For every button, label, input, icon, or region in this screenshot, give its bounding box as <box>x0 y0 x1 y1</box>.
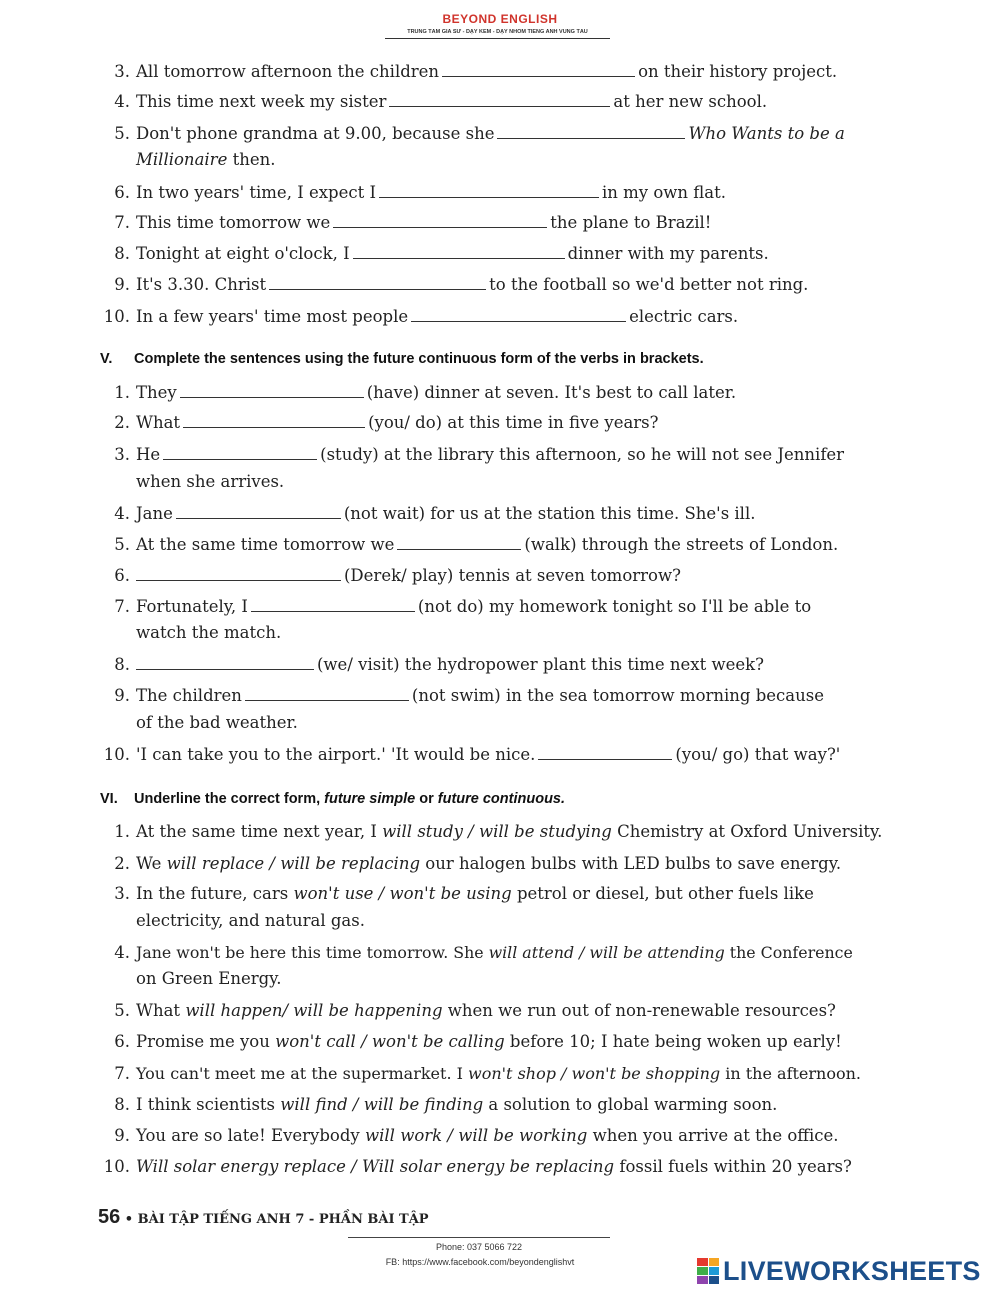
answer-blank[interactable] <box>333 211 547 228</box>
list-item-continuation: Millionaire then. <box>136 150 276 169</box>
option-choice[interactable]: will find / will be finding <box>280 1095 484 1114</box>
answer-blank[interactable] <box>136 653 314 670</box>
section-heading: V. Complete the sentences using the future continuous form of the verbs in brackets. <box>100 351 704 367</box>
header-subtitle: TRUNG TÂM GIA SƯ - DẠY KÈM - DẠY NHÓM TIẾNG ANH VŨNG TÀU <box>385 29 610 39</box>
item-text: This time next week my sister <box>136 92 387 111</box>
option-choice[interactable]: won't use / won't be using <box>293 884 512 903</box>
option-choice[interactable]: will study / will be studying <box>382 822 612 841</box>
item-number: 6. <box>114 183 130 202</box>
item-number: 4. <box>114 92 130 111</box>
answer-blank[interactable] <box>251 595 415 612</box>
footer-title <box>98 1206 429 1229</box>
bullet: • <box>124 1212 134 1227</box>
item-text-italic: Who Wants to be a <box>688 124 845 143</box>
footer-facebook: FB: https://www.facebook.com/beyondenglishvt <box>385 1257 575 1267</box>
item-text: to the football so we'd better not ring. <box>489 275 809 294</box>
list-item-continuation: when she arrives. <box>136 472 285 491</box>
item-number: 5. <box>114 124 130 143</box>
book-title: BÀI TẬP TIẾNG ANH 7 - PHẦN BÀI TẬP <box>137 1212 429 1227</box>
option-choice[interactable]: will happen/ will be happening <box>185 1001 443 1020</box>
footer-phone: Phone: 037 5066 722 <box>435 1242 523 1252</box>
item-text: This time tomorrow we <box>136 213 331 232</box>
list-item-continuation: electricity, and natural gas. <box>136 911 365 930</box>
item-text: dinner with my parents. <box>567 244 769 263</box>
section-heading: VI. Underline the correct form, future simple or future continuous. <box>100 791 566 807</box>
answer-blank[interactable] <box>269 273 486 290</box>
option-choice[interactable]: will replace / will be replacing <box>166 854 421 873</box>
list-item-continuation: of the bad weather. <box>136 713 298 732</box>
item-number: 10. <box>103 307 130 326</box>
item-number: 8. <box>114 244 130 263</box>
answer-blank[interactable] <box>245 684 409 701</box>
item-text: at her new school. <box>613 92 768 111</box>
answer-blank[interactable] <box>136 564 341 581</box>
item-text: It's 3.30. Christ <box>136 275 267 294</box>
footer-divider <box>348 1237 610 1238</box>
option-choice[interactable]: won't shop / won't be shopping <box>468 1064 721 1083</box>
item-text: in my own flat. <box>601 183 726 202</box>
item-text: Tonight at eight o'clock, I <box>136 244 350 263</box>
answer-blank[interactable] <box>379 181 599 198</box>
list-item-continuation: watch the match. <box>136 623 282 642</box>
item-number: 9. <box>114 275 130 294</box>
item-text: In two years' time, I expect I <box>136 183 376 202</box>
option-choice[interactable]: will work / will be working <box>365 1126 588 1145</box>
item-text: In a few years' time most people <box>136 307 409 326</box>
answer-blank[interactable] <box>163 443 317 460</box>
answer-blank[interactable] <box>183 411 365 428</box>
answer-blank[interactable] <box>389 90 610 107</box>
liveworksheets-logo[interactable] <box>697 1255 981 1287</box>
option-choice[interactable]: won't call / won't be calling <box>275 1032 505 1051</box>
item-text: the plane to Brazil! <box>550 213 712 232</box>
header-brand: BEYOND ENGLISH <box>442 12 558 26</box>
item-number: 7. <box>114 213 130 232</box>
liveworksheets-icon <box>697 1258 719 1284</box>
answer-blank[interactable] <box>397 533 521 550</box>
item-number: 3. <box>114 62 130 81</box>
item-text: All tomorrow afternoon the children <box>136 62 440 81</box>
answer-blank[interactable] <box>176 502 341 519</box>
answer-blank[interactable] <box>497 122 685 139</box>
page-number: 56 <box>98 1206 121 1228</box>
item-text: on their history project. <box>638 62 838 81</box>
option-choice[interactable]: will attend / will be attending <box>488 943 725 962</box>
option-choice[interactable]: Will solar energy replace / Will solar energy be replacing <box>136 1157 615 1176</box>
answer-blank[interactable] <box>538 743 672 760</box>
answer-blank[interactable] <box>180 381 364 398</box>
answer-blank[interactable] <box>353 242 565 259</box>
item-text: Don't phone grandma at 9.00, because she <box>136 124 495 143</box>
item-text: electric cars. <box>629 307 739 326</box>
list-item-continuation: on Green Energy. <box>136 969 282 988</box>
answer-blank[interactable] <box>411 305 626 322</box>
answer-blank[interactable] <box>442 60 635 77</box>
liveworksheets-text: LIVEWORKSHEETS <box>723 1255 981 1286</box>
